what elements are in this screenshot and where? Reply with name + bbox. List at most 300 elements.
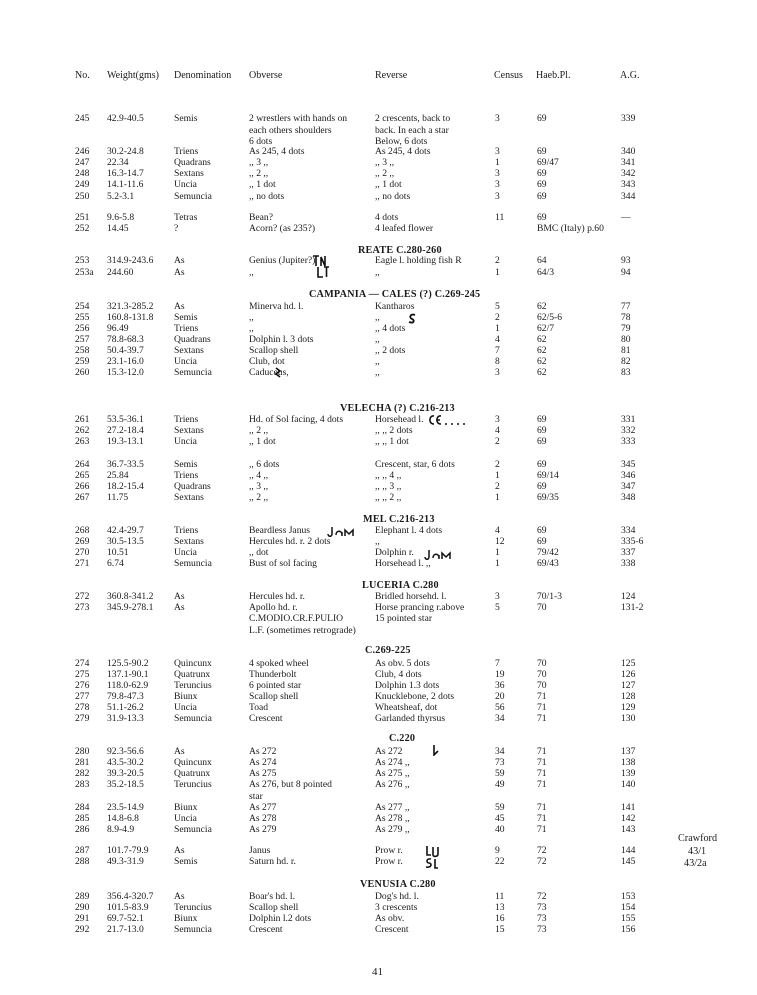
cell-cen: 1 [495, 558, 500, 569]
header-haeb-pl: Haeb.Pl. [536, 70, 571, 81]
cell-obv: Beardless Janus [249, 525, 311, 536]
cell-hp: 73 [537, 913, 547, 924]
table-row [0, 857, 757, 868]
cell-obv: Bean? [249, 212, 273, 223]
cell-obv: Acorn? (as 235?) [249, 223, 316, 234]
cell-den: Uncia [174, 813, 197, 824]
cell-obv: C.MODIO.CR.F.PULIO [249, 613, 344, 624]
cell-wt: 30.2-24.8 [107, 146, 144, 157]
cell-obv: As 278 [249, 813, 277, 824]
handwritten-mark [316, 266, 330, 278]
cell-rev: ,, ,, 2 dots [375, 425, 413, 436]
cell-obv: Scallop shell [249, 902, 299, 913]
cell-rev: Crescent [375, 924, 409, 935]
cell-hp: BMC (Italy) p.60 [537, 223, 604, 234]
cell-rev: Horse prancing r.above [375, 602, 465, 613]
cell-ag: 80 [621, 334, 631, 345]
cell-no: 274 [75, 658, 90, 669]
cell-ag: 130 [621, 713, 636, 724]
cell-wt: 125.5-90.2 [107, 658, 149, 669]
cell-no: 262 [75, 425, 90, 436]
cell-wt: 25.84 [107, 470, 129, 481]
cell-obv: ,, dot [249, 547, 269, 558]
cell-ag: 140 [621, 779, 636, 790]
cell-den: Semis [174, 113, 198, 124]
cell-wt: 16.3-14.7 [107, 168, 144, 179]
section-campania: CAMPANIA — CALES (?) C.269-245 [309, 289, 481, 300]
cell-obv: Hd. of Sol facing, 4 dots [249, 414, 344, 425]
cell-den: Triens [174, 323, 199, 334]
cell-wt: 30.5-13.5 [107, 536, 144, 547]
cell-den: Teruncius [174, 902, 212, 913]
cell-rev: As 277 ,, [375, 802, 410, 813]
cell-rev: As 278 ,, [375, 813, 410, 824]
cell-wt: 31.9-13.3 [107, 713, 144, 724]
cell-obv: 4 spoked wheel [249, 658, 309, 669]
cell-den: Teruncius [174, 680, 212, 691]
cell-no: 279 [75, 713, 90, 724]
cell-hp: 69 [537, 113, 547, 124]
header-denomination: Denomination [174, 70, 232, 81]
table-row [0, 256, 757, 267]
cell-rev: Horsehead l. ,, [375, 558, 431, 569]
cell-ag: 77 [621, 301, 631, 312]
cell-obv: Minerva hd. l. [249, 301, 304, 312]
table-row [0, 192, 757, 203]
table-row [0, 925, 757, 936]
table-row [0, 437, 757, 448]
cell-no: 266 [75, 481, 90, 492]
table-row [0, 224, 757, 235]
cell-rev: Dog's hd. l. [375, 891, 419, 902]
header-ag: A.G. [620, 70, 640, 81]
cell-no: 291 [75, 913, 90, 924]
cell-no: 285 [75, 813, 90, 824]
cell-ag: 78 [621, 312, 631, 323]
cell-no: 267 [75, 492, 90, 503]
cell-cen: 45 [495, 813, 505, 824]
table-row [0, 180, 757, 191]
table-row [0, 559, 757, 570]
cell-obv: ,, 1 dot [249, 179, 276, 190]
cell-no: 287 [75, 845, 90, 856]
cell-den: Triens [174, 525, 199, 536]
cell-rev: ,, ,, 2 ,, [375, 492, 402, 503]
cell-no: 256 [75, 323, 90, 334]
cell-den: Triens [174, 470, 199, 481]
cell-no: 252 [75, 223, 90, 234]
cell-wt: 22.34 [107, 157, 129, 168]
handwritten-mark [424, 548, 458, 561]
cell-cen: 34 [495, 746, 505, 757]
cell-den: As [174, 255, 185, 266]
cell-den: Tetras [174, 212, 198, 223]
cell-obv: Hercules hd. r. [249, 591, 305, 602]
cell-obv: 6 dots [249, 136, 273, 147]
cell-hp: 69 [537, 179, 547, 190]
cell-cen: 13 [495, 902, 505, 913]
cell-hp: 69 [537, 525, 547, 536]
cell-cen: 2 [495, 481, 500, 492]
cell-ag: 141 [621, 802, 636, 813]
cell-den: As [174, 301, 185, 312]
cell-cen: 5 [495, 602, 500, 613]
cell-no: 276 [75, 680, 90, 691]
cell-rev: 4 dots [375, 212, 399, 223]
cell-cen: 4 [495, 334, 500, 345]
cell-rev: 15 pointed star [375, 613, 433, 624]
table-row [0, 714, 757, 725]
cell-hp: 69 [537, 414, 547, 425]
cell-rev: ,, 2 ,, [375, 168, 395, 179]
cell-den: Uncia [174, 436, 197, 447]
cell-hp: 70/1-3 [537, 591, 563, 602]
cell-obv: ,, 2 ,, [249, 492, 269, 503]
cell-ag: 155 [621, 913, 636, 924]
cell-no: 259 [75, 356, 90, 367]
section-luceria-269: C.269-225 [365, 645, 411, 656]
cell-wt: 42.4-29.7 [107, 525, 144, 536]
cell-obv: Apollo hd. r. [249, 602, 298, 613]
cell-rev: ,, 2 dots [375, 345, 406, 356]
cell-rev: Knucklebone, 2 dots [375, 691, 455, 702]
cell-hp: 69 [537, 168, 547, 179]
cell-no: 248 [75, 168, 90, 179]
cell-ag: 128 [621, 691, 636, 702]
cell-no: 264 [75, 459, 90, 470]
cell-obv: ,, 3 ,, [249, 481, 269, 492]
cell-hp: 62 [537, 334, 547, 345]
cell-wt: 160.8-131.8 [107, 312, 154, 323]
section-mel: MEL C.216-213 [363, 514, 435, 525]
cell-den: Uncia [174, 179, 197, 190]
cell-den: Semuncia [174, 191, 212, 202]
cell-cen: 73 [495, 757, 505, 768]
cell-no: 278 [75, 702, 90, 713]
cell-ag: 334 [621, 525, 636, 536]
cell-hp: 62 [537, 367, 547, 378]
cell-obv: ,, [249, 267, 254, 278]
cell-obv: Thunderbolt [249, 669, 297, 680]
cell-ag: 343 [621, 179, 636, 190]
cell-obv: Janus [249, 845, 271, 856]
cell-wt: 5.2-3.1 [107, 191, 135, 202]
cell-hp: 69 [537, 191, 547, 202]
cell-obv: Caduceus, [249, 367, 289, 378]
cell-ag: 341 [621, 157, 636, 168]
cell-wt: 321.3-285.2 [107, 301, 154, 312]
cell-wt: 314.9-243.6 [107, 255, 154, 266]
cell-obv: As 272 [249, 746, 277, 757]
cell-obv: As 274 [249, 757, 277, 768]
cell-cen: 1 [495, 157, 500, 168]
cell-obv: Crescent [249, 924, 283, 935]
cell-obv: Crescent [249, 713, 283, 724]
header-obverse: Obverse [249, 70, 283, 81]
cell-rev: Prow r. [375, 856, 403, 867]
cell-rev: ,, [375, 356, 380, 367]
cell-no: 283 [75, 779, 90, 790]
cell-hp: 73 [537, 902, 547, 913]
cell-no: 250 [75, 191, 90, 202]
cell-cen: 4 [495, 425, 500, 436]
cell-hp: 69/47 [537, 157, 559, 168]
cell-den: Triens [174, 414, 199, 425]
cell-ag: 138 [621, 757, 636, 768]
cell-wt: 21.7-13.0 [107, 924, 144, 935]
cell-cen: 1 [495, 267, 500, 278]
cell-cen: 1 [495, 323, 500, 334]
cell-den: Sextans [174, 168, 204, 179]
cell-rev: ,, [375, 536, 380, 547]
cell-cen: 8 [495, 356, 500, 367]
section-luceria: LUCERIA C.280 [362, 580, 439, 591]
cell-den: Quatrunx [174, 669, 211, 680]
cell-hp: 69 [537, 436, 547, 447]
cell-wt: 10.51 [107, 547, 129, 558]
cell-ag: 339 [621, 113, 636, 124]
cell-hp: 69/43 [537, 558, 559, 569]
cell-hp: 69/35 [537, 492, 559, 503]
cell-obv: ,, 4 ,, [249, 470, 269, 481]
cell-rev: As 272 [375, 746, 403, 757]
cell-hp: 69/14 [537, 470, 559, 481]
header-no: No. [75, 70, 90, 81]
cell-hp: 71 [537, 702, 547, 713]
cell-no: 247 [75, 157, 90, 168]
table-row [0, 493, 757, 504]
cell-hp: 71 [537, 713, 547, 724]
table-row [0, 114, 757, 125]
cell-den: Uncia [174, 702, 197, 713]
cell-rev: back. In each a star [375, 125, 449, 136]
cell-ag: 340 [621, 146, 636, 157]
cell-ag: 331 [621, 414, 636, 425]
cell-no: 284 [75, 802, 90, 813]
cell-rev: ,, 1 dot [375, 179, 402, 190]
cell-hp: 71 [537, 813, 547, 824]
cell-hp: 73 [537, 924, 547, 935]
cell-hp: 70 [537, 669, 547, 680]
cell-ag: 143 [621, 824, 636, 835]
handwritten-mark [431, 744, 439, 756]
cell-den: Quatrunx [174, 768, 211, 779]
cell-no: 275 [75, 669, 90, 680]
cell-obv: As 275 [249, 768, 277, 779]
cell-cen: 59 [495, 768, 505, 779]
cell-obv: Dolphin l.2 dots [249, 913, 312, 924]
cell-rev: As 245, 4 dots [375, 146, 431, 157]
cell-cen: 7 [495, 345, 500, 356]
cell-no: 289 [75, 891, 90, 902]
cell-rev: 2 crescents, back to [375, 113, 451, 124]
cell-cen: 34 [495, 713, 505, 724]
cell-rev: ,, [375, 312, 380, 323]
cell-no: 277 [75, 691, 90, 702]
cell-ag: 348 [621, 492, 636, 503]
cell-no: 263 [75, 436, 90, 447]
cell-ag: 153 [621, 891, 636, 902]
cell-wt: 35.2-18.5 [107, 779, 144, 790]
cell-rev: ,, 3 ,, [375, 157, 395, 168]
cell-hp: 72 [537, 845, 547, 856]
cell-rev: ,, [375, 267, 380, 278]
cell-rev: ,, no dots [375, 191, 411, 202]
cell-obv: 2 wrestlers with hands on [249, 113, 348, 124]
cell-den: Sextans [174, 536, 204, 547]
cell-hp: 64 [537, 255, 547, 266]
cell-cen: 19 [495, 669, 505, 680]
cell-obv: Hercules hd. r. 2 dots [249, 536, 331, 547]
handwritten-mark [427, 414, 475, 426]
cell-wt: 49.3-31.9 [107, 856, 144, 867]
cell-cen: 9 [495, 845, 500, 856]
cell-hp: 71 [537, 824, 547, 835]
cell-rev: Bridled horsehd. l. [375, 591, 447, 602]
header-weight: Weight(gms) [107, 70, 159, 81]
cell-cen: 15 [495, 924, 505, 935]
cell-obv: Toad [249, 702, 269, 713]
cell-den: Biunx [174, 802, 198, 813]
handwritten-mark [327, 525, 361, 538]
cell-no: 288 [75, 856, 90, 867]
cell-obv: ,, [249, 323, 254, 334]
cell-wt: 18.2-15.4 [107, 481, 144, 492]
cell-wt: 51.1-26.2 [107, 702, 144, 713]
cell-ag: 145 [621, 856, 636, 867]
cell-no: 290 [75, 902, 90, 913]
cell-obv: L.F. (sometimes retrograde) [249, 625, 356, 636]
cell-rev: ,, 4 dots [375, 323, 406, 334]
header-census: Census [494, 70, 523, 81]
cell-den: Semuncia [174, 713, 212, 724]
cell-wt: 14.1-11.6 [107, 179, 144, 190]
cell-cen: 7 [495, 658, 500, 669]
cell-no: 272 [75, 591, 90, 602]
cell-hp: 71 [537, 757, 547, 768]
cell-den: As [174, 267, 185, 278]
cell-rev: 4 leafed flower [375, 223, 434, 234]
cell-ag: 144 [621, 845, 636, 856]
cell-obv: Scallop shell [249, 691, 299, 702]
cell-ag: 332 [621, 425, 636, 436]
cell-cen: 3 [495, 113, 500, 124]
cell-hp: 71 [537, 779, 547, 790]
cell-wt: 345.9-278.1 [107, 602, 154, 613]
cell-no: 255 [75, 312, 90, 323]
cell-obv: Bust of sol facing [249, 558, 317, 569]
cell-wt: 27.2-18.4 [107, 425, 144, 436]
cell-cen: 3 [495, 591, 500, 602]
cell-den: As [174, 891, 185, 902]
cell-no: 270 [75, 547, 90, 558]
cell-obv: Scallop shell [249, 345, 299, 356]
cell-hp: 71 [537, 746, 547, 757]
cell-ag: 347 [621, 481, 636, 492]
cell-cen: 2 [495, 459, 500, 470]
cell-wt: 36.7-33.5 [107, 459, 144, 470]
cell-hp: 69 [537, 459, 547, 470]
cell-rev: 3 crescents [375, 902, 418, 913]
cell-hp: 69 [537, 212, 547, 223]
cell-hp: 72 [537, 891, 547, 902]
cell-wt: 43.5-30.2 [107, 757, 144, 768]
cell-hp: 70 [537, 602, 547, 613]
cell-rev: As 274 ,, [375, 757, 410, 768]
cell-wt: 19.3-13.1 [107, 436, 144, 447]
section-venusia: VENUSIA C.280 [360, 879, 436, 890]
cell-den: Quincunx [174, 757, 212, 768]
cell-rev: As 275 ,, [375, 768, 410, 779]
cell-den: Sextans [174, 345, 204, 356]
cell-ag: 83 [621, 367, 631, 378]
cell-hp: 62/5-6 [537, 312, 563, 323]
cell-no: 253 [75, 255, 90, 266]
cell-wt: 14.8-6.8 [107, 813, 139, 824]
header-reverse: Reverse [375, 70, 408, 81]
cell-cen: 3 [495, 168, 500, 179]
side-note-crawford-2: 43/2a [684, 858, 707, 869]
section-luceria-220: C.220 [389, 733, 416, 744]
cell-den: Triens [174, 146, 199, 157]
cell-den: Semis [174, 459, 198, 470]
cell-ag: 344 [621, 191, 636, 202]
cell-rev: Dolphin 1.3 dots [375, 680, 440, 691]
cell-wt: 356.4-320.7 [107, 891, 154, 902]
cell-cen: 40 [495, 824, 505, 835]
cell-no: 265 [75, 470, 90, 481]
cell-wt: 118.0-62.9 [107, 680, 149, 691]
cell-den: Semuncia [174, 824, 212, 835]
cell-no: 261 [75, 414, 90, 425]
cell-rev: Kantharos [375, 301, 415, 312]
side-note-crawford: Crawford [678, 833, 718, 844]
cell-rev: Prow r. [375, 845, 403, 856]
cell-cen: 3 [495, 146, 500, 157]
cell-no: 280 [75, 746, 90, 757]
cell-cen: 2 [495, 255, 500, 266]
cell-hp: 62 [537, 356, 547, 367]
cell-den: Semis [174, 312, 198, 323]
cell-den: Semis [174, 856, 198, 867]
cell-ag: 79 [621, 323, 631, 334]
cell-no: 271 [75, 558, 90, 569]
cell-den: ? [174, 223, 179, 234]
cell-ag: 137 [621, 746, 636, 757]
cell-wt: 42.9-40.5 [107, 113, 144, 124]
cell-hp: 69 [537, 425, 547, 436]
cell-den: Uncia [174, 547, 197, 558]
table-row [0, 268, 757, 279]
cell-wt: 8.9-4.9 [107, 824, 135, 835]
cell-ag: 82 [621, 356, 631, 367]
table-row [0, 626, 757, 637]
cell-rev: Below, 6 dots [375, 136, 428, 147]
cell-ag: 345 [621, 459, 636, 470]
cell-rev: Horsehead l. [375, 414, 424, 425]
cell-obv: As 276, but 8 pointed [249, 779, 332, 790]
cell-den: Quincunx [174, 658, 212, 669]
cell-cen: 3 [495, 179, 500, 190]
cell-rev: Wheatsheaf, dot [375, 702, 438, 713]
cell-wt: 244.60 [107, 267, 134, 278]
cell-ag: — [621, 212, 631, 223]
cell-ag: 93 [621, 255, 631, 266]
cell-no: 292 [75, 924, 90, 935]
cell-cen: 3 [495, 191, 500, 202]
cell-cen: 1 [495, 470, 500, 481]
section-reate: REATE C.280-260 [358, 245, 442, 256]
